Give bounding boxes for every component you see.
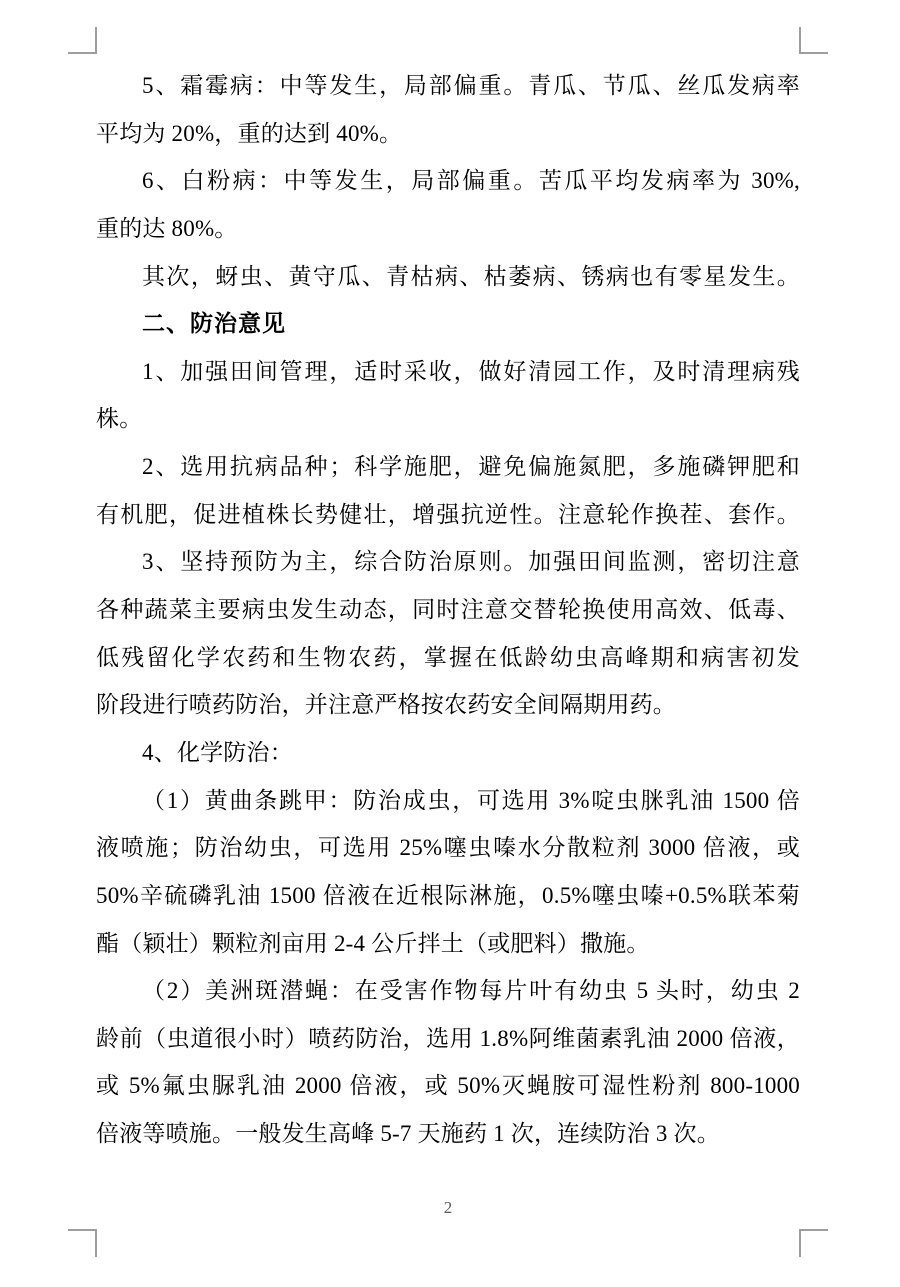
text-line: 酯（颖壮）颗粒剂亩用 2-4 公斤拌土（或肥料）撒施。 xyxy=(96,930,650,956)
crop-mark-top-left xyxy=(68,27,97,54)
text-line: 龄前（虫道很小时）喷药防治，选用 1.8%阿维菌素乳油 2000 倍液， xyxy=(96,1025,800,1051)
page-number: 2 xyxy=(443,1198,453,1217)
text-line: 各种蔬菜主要病虫发生动态，同时注意交替轮换使用高效、低毒、 xyxy=(96,597,800,623)
text-line: 6、白粉病：中等发生，局部偏重。苦瓜平均发病率为 30%, xyxy=(142,168,800,194)
text-line: 重的达 80%。 xyxy=(96,215,238,241)
text-line: 株。 xyxy=(96,406,143,432)
document-body xyxy=(96,52,800,1158)
text-line: 1、加强田间管理，适时采收，做好清园工作，及时清理病残 xyxy=(142,358,800,384)
crop-mark-bottom-right xyxy=(799,1229,828,1257)
text-line: （2）美洲斑潜蝇：在受害作物每片叶有幼虫 5 头时，幼虫 2 xyxy=(142,978,800,1004)
text-line: 低残留化学农药和生物农药，掌握在低龄幼虫高峰期和病害初发 xyxy=(96,644,800,670)
text-line: 2、选用抗病品种；科学施肥，避免偏施氮肥，多施磷钾肥和 xyxy=(142,454,800,480)
text-line: 4、化学防治： xyxy=(142,739,293,765)
section-heading: 二、防治意见 xyxy=(142,310,286,337)
crop-mark-bottom-left xyxy=(68,1229,97,1257)
text-line: 或 5%氟虫脲乳油 2000 倍液，或 50%灭蝇胺可湿性粉剂 800-1000 xyxy=(96,1073,800,1099)
text-line: 阶段进行喷药防治，并注意严格按农药安全间隔期用药。 xyxy=(96,692,676,718)
text-line: 3、坚持预防为主，综合防治原则。加强田间监测，密切注意 xyxy=(142,549,800,575)
text-line: 50%辛硫磷乳油 1500 倍液在近根际淋施，0.5%噻虫嗪+0.5%联苯菊 xyxy=(96,882,800,908)
text-line: 液喷施；防治幼虫，可选用 25%噻虫嗪水分散粒剂 3000 倍液，或 xyxy=(96,835,800,861)
text-line: 其次，蚜虫、黄守瓜、青枯病、枯萎病、锈病也有零星发生。 xyxy=(142,263,800,289)
text-line: 5、霜霉病：中等发生，局部偏重。青瓜、节瓜、丝瓜发病率 xyxy=(142,73,800,98)
text-line: 有机肥，促进植株长势健壮，增强抗逆性。注意轮作换茬、套作。 xyxy=(96,501,800,527)
crop-mark-top-right xyxy=(799,27,828,54)
text-line: 倍液等喷施。一般发生高峰 5-7 天施药 1 次，连续防治 3 次。 xyxy=(96,1121,720,1147)
text-line: 平均为 20%，重的达到 40%。 xyxy=(96,120,403,146)
text-line: （1）黄曲条跳甲：防治成虫，可选用 3%啶虫脒乳油 1500 倍 xyxy=(142,787,800,813)
